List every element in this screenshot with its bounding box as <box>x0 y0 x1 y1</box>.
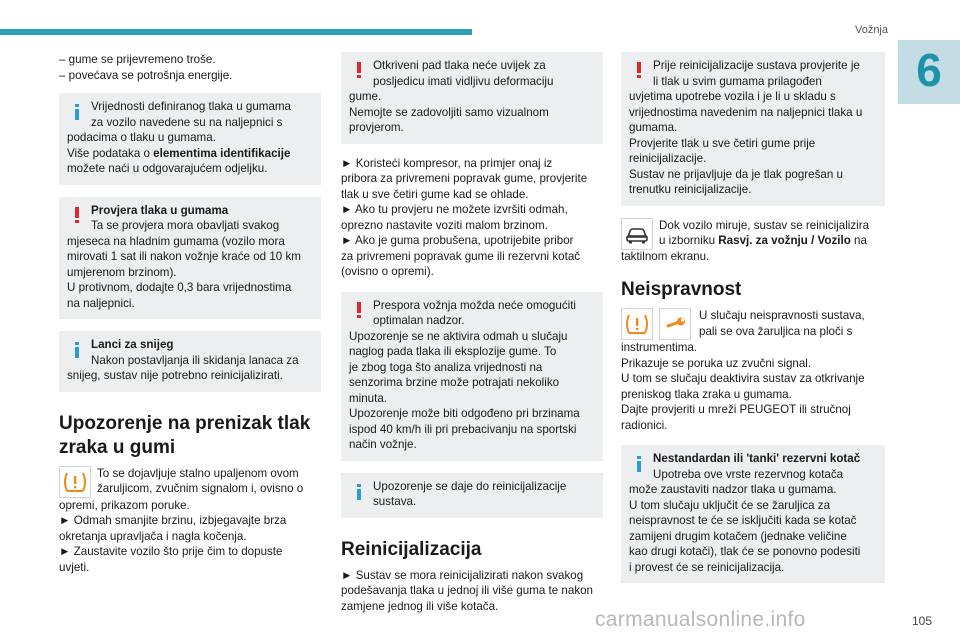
note-text: Upotreba ove vrste rezervnog kotača <box>653 467 844 481</box>
note-text: Upozorenje se ne aktivira odmah u slučaju <box>349 329 568 343</box>
compressor-instructions <box>341 156 603 280</box>
identification-link-text: elementima identifikacije <box>153 146 291 160</box>
list-item: – gume se prijevremeno troše. <box>59 53 216 66</box>
chapter-tab <box>898 40 960 104</box>
menu-path: Rasvj. za vožnju / Vozilo <box>718 234 851 247</box>
note-text: Upozorenje može biti odgođeno pri brzinama <box>349 407 580 420</box>
note-text: sustava. <box>373 495 417 508</box>
malfunction-line: radionici. <box>621 418 668 432</box>
warning-note-pressure-check <box>59 197 321 320</box>
instruction-line: podešavanja tlaka u jednoj ili više guma te nakon <box>341 584 594 597</box>
warning-note-slow-driving <box>341 292 603 461</box>
note-text: Prije reinicijalizacije sustava provjerite je <box>653 59 860 72</box>
note-text: uvjetima upotrebe vozila i je li u skladu s <box>629 90 836 103</box>
malfunction-lamp-row <box>621 308 885 340</box>
note-text: zamijeni drugim kotačem (jednake veličine <box>629 529 847 543</box>
note-text <box>67 146 313 162</box>
reset-text-part: u izborniku <box>659 234 719 247</box>
lamp-description: To se dojavljuje stalno upaljenom ovom <box>97 466 299 480</box>
intro-list <box>59 52 321 83</box>
note-text: reinicijalizacije. <box>629 152 707 165</box>
watermark: carmanualsonline.info <box>595 608 806 631</box>
list-item: – povećava se potrošnja energije. <box>59 68 233 82</box>
malfunction-text: U slučaju neispravnosti sustava, <box>699 309 865 322</box>
info-icon <box>629 453 649 473</box>
note-text: na naljepnici. <box>67 296 135 310</box>
malfunction-text: pali se ova žaruljica na ploči s <box>699 324 853 338</box>
note-text: Nakon postavljanja ili skidanja lanaca za <box>91 353 299 367</box>
info-note-spare-wheel <box>621 445 885 583</box>
note-text: minuta. <box>349 391 388 405</box>
instruction-line: ► Zaustavite vozilo što prije čim to dopuste <box>59 545 283 558</box>
low-pressure-lamp-row <box>59 466 321 498</box>
note-text: vrijednostima navedenim na naljepnici tlaka u <box>629 105 863 119</box>
note-text: Otkriveni pad tlaka neće uvijek za <box>373 59 546 72</box>
info-icon <box>67 339 87 359</box>
lamp-description: žaruljicom, zvučnim signalom i, ovisno o <box>97 482 304 495</box>
note-text: podacima o tlaku u gumama. <box>67 131 216 144</box>
note-text: mirovati 1 sat ili nakon vožnje kraće od 10 km <box>67 250 301 263</box>
note-text: trenutku reinicijalizacije. <box>629 183 752 196</box>
note-text: optimalan nadzor. <box>373 314 465 327</box>
note-text: Sustav ne prijavljuje da je tlak pogrešan u <box>629 167 843 181</box>
note-text: Upozorenje se daje do reinicijalizacije <box>373 479 567 493</box>
instruction-line: ► Ako tu provjeru ne možete izvršiti odmah, <box>341 203 568 216</box>
note-title: Nestandardan ili 'tanki' rezervni kotač <box>653 452 861 465</box>
malfunction-line: preniskog tlaka zraka u gumama. <box>621 387 792 401</box>
instruction-line: (ovisno o opremi). <box>341 265 434 278</box>
column-2 <box>341 52 603 620</box>
note-text: gume. <box>349 90 382 103</box>
note-text: mjeseca na hladnim gumama (vozilo mora <box>67 234 285 248</box>
page-number: 105 <box>911 614 932 628</box>
note-text: U tom slučaju uključit će se žaruljica za <box>629 498 831 512</box>
note-text: i provest će se reinicijalizacija. <box>629 560 785 574</box>
column-1 <box>59 52 321 581</box>
note-text: U protivnom, dodajte 0,3 bara vrijednostima <box>67 281 292 294</box>
instruction-line: za privremeni popravak gume ili rezervni kotač <box>341 249 581 263</box>
instruction-line: ► Sustav se mora reinicijalizirati nakon svakog <box>341 568 584 582</box>
header-accent-bar <box>0 29 472 35</box>
reset-instructions <box>341 568 603 615</box>
warning-icon <box>67 205 87 225</box>
malfunction-details <box>621 340 885 433</box>
reset-text <box>659 233 885 249</box>
note-text: posljedicu imati vidljivu deformaciju <box>373 74 554 88</box>
instruction-line: opremi, prikazom poruke. <box>59 498 190 512</box>
section-title: Vožnja <box>854 24 888 36</box>
note-text: naglog pada tlaka ili eksplozije gume. To <box>349 345 557 358</box>
note-text: Provjerite tlak u sve četiri gume prije <box>629 136 816 150</box>
instruction-line: pribora za privremeni popravak gume, provjerite <box>341 172 588 185</box>
section-heading-low-pressure: Upozorenje na prenizak tlak zraka u gumi <box>59 412 311 458</box>
instruction-line: tlak u sve četiri gume kad se ohlade. <box>341 187 529 201</box>
instruction-line: zamjene jednog ili više kotača. <box>341 599 499 613</box>
section-heading-malfunction: Neispravnost <box>621 279 742 300</box>
reset-menu-row <box>621 218 885 265</box>
note-text: umjerenom brzinom). <box>67 265 177 279</box>
note-text: može zaustaviti nadzor tlaka u gumama. <box>629 483 837 496</box>
malfunction-line: Dajte provjeriti u mreži PEUGEOT ili stručnoj <box>621 403 851 416</box>
reset-text-part: na <box>850 234 867 247</box>
instruction-line: ► Odmah smanjite brzinu, izbjegavajte brza <box>59 514 287 527</box>
reset-text: taktilnom ekranu. <box>621 249 710 263</box>
note-text: ispod 40 km/h ili pri prebacivanju na sportski <box>349 422 577 436</box>
car-icon <box>621 218 653 250</box>
info-icon <box>349 481 369 501</box>
note-text: li tlak u svim gumama prilagođen <box>653 74 822 88</box>
warning-note-deformation <box>341 52 603 144</box>
note-text: senzorima brzine može potrajati nekoliko <box>349 376 560 389</box>
note-text: Prespora vožnja možda neće omogućiti <box>373 298 576 312</box>
info-note-until-reset <box>341 473 603 518</box>
note-text: gumama. <box>629 121 678 134</box>
info-icon <box>67 101 87 121</box>
reset-text: Dok vozilo miruje, sustav se reinicijalizira <box>659 218 870 232</box>
low-pressure-instructions <box>59 498 321 576</box>
section-heading-reset: Reinicijalizacija <box>341 538 482 560</box>
info-note-pressure-values <box>59 93 321 185</box>
note-text: za vozilo navedene su na naljepnici s <box>91 115 283 129</box>
note-text: možete naći u odgovarajućem odjeljku. <box>67 162 268 175</box>
note-text-part: Više podataka o <box>67 146 154 160</box>
tyre-pressure-lamp-icon <box>59 466 91 498</box>
note-text: Ta se provjera mora obavljati svakog <box>91 219 280 232</box>
note-text: je zbog toga što analiza vrijednosti na <box>349 360 543 374</box>
note-text: Nemojte se zadovoljiti samo vizualnom <box>349 105 549 119</box>
note-text: neispravnost te će se isključiti kada se kotač <box>629 514 857 527</box>
instruction-line: ► Ako je guma probušena, upotrijebite pribor <box>341 234 574 247</box>
warning-icon <box>349 300 369 320</box>
note-text: provjerom. <box>349 121 404 134</box>
warning-note-before-reset <box>621 52 885 206</box>
note-text: Vrijednosti definiranog tlaka u gumama <box>91 100 291 113</box>
note-title: Provjera tlaka u gumama <box>91 203 229 217</box>
column-3 <box>621 52 885 595</box>
note-text: način vožnje. <box>349 438 417 451</box>
malfunction-line: instrumentima. <box>621 341 698 354</box>
instruction-line: okretanja upravljača i nagla kočenja. <box>59 529 247 543</box>
instruction-line: oprezno nastavite voziti malom brzinom. <box>341 218 548 232</box>
tyre-pressure-lamp-icon <box>621 308 653 340</box>
instruction-line: uvjeti. <box>59 560 90 574</box>
malfunction-line: Prikazuje se poruka uz zvučni signal. <box>621 356 812 370</box>
note-text: snijeg, sustav nije potrebno reinicijalizirati. <box>67 369 283 382</box>
note-title: Lanci za snijeg <box>91 338 174 351</box>
instruction-line: ► Koristeći kompresor, na primjer onaj iz <box>341 156 553 170</box>
malfunction-line: U tom se slučaju deaktivira sustav za otkrivanje <box>621 372 865 385</box>
warning-icon <box>629 60 649 80</box>
warning-icon <box>349 60 369 80</box>
chapter-number: 6 <box>916 44 942 96</box>
info-note-snow-chains <box>59 331 321 392</box>
wrench-lamp-icon <box>659 308 691 340</box>
note-text: kao drugi kotači), tlak će se ponovno podesiti <box>629 545 861 558</box>
